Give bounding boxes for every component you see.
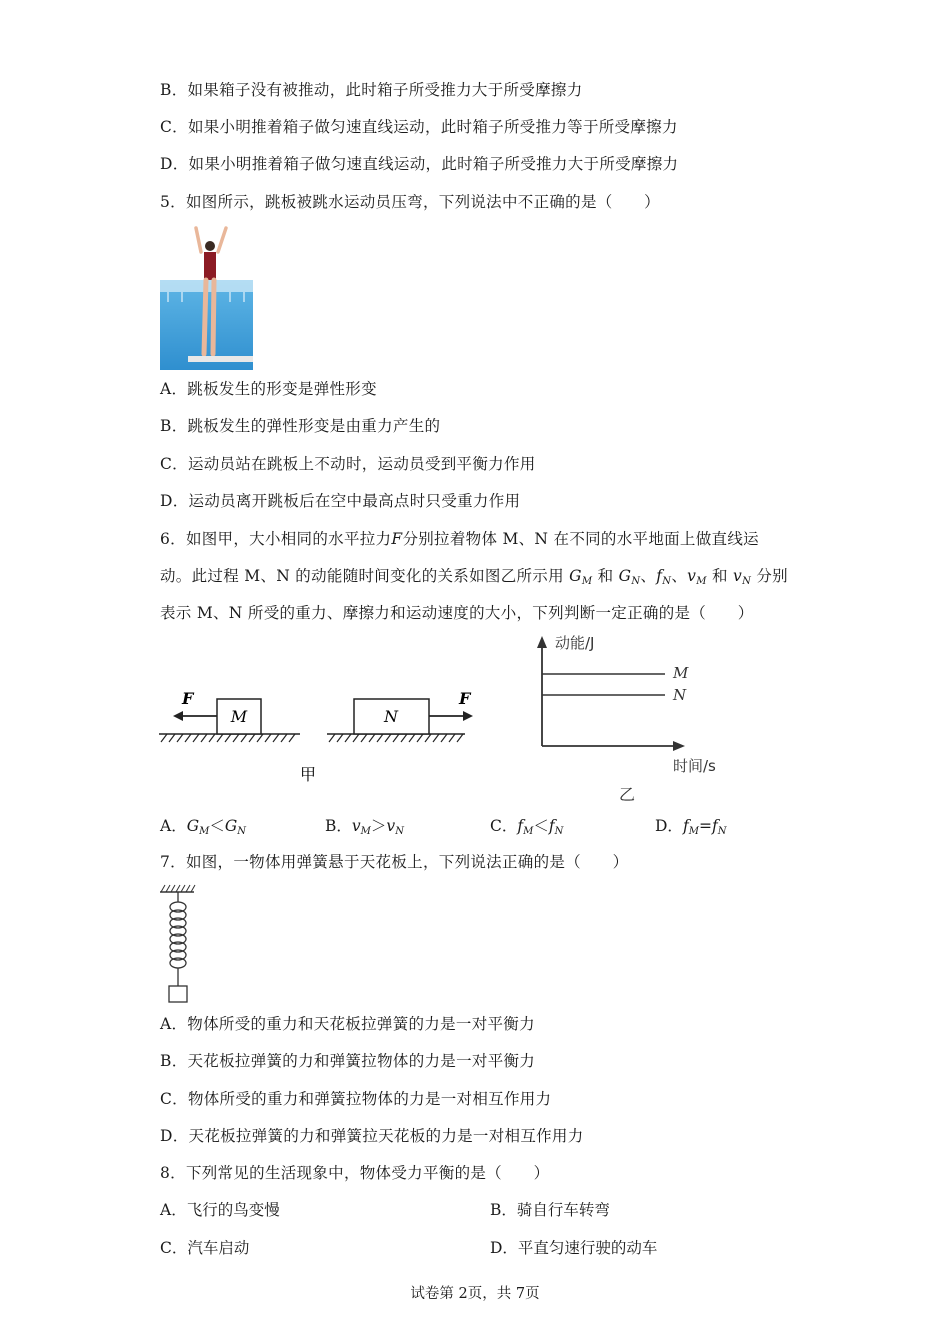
svg-text:F: F <box>182 689 194 708</box>
svg-text:N: N <box>384 707 398 726</box>
q8-stem: 8．下列常见的生活现象中，物体受力平衡的是（ ） <box>160 1164 550 1182</box>
q5-stem: 5．如图所示，跳板被跳水运动员压弯，下列说法中不正确的是（ ） <box>160 193 660 211</box>
diver-photo <box>160 222 253 370</box>
q6-stem-line2: 动。此过程 M、N 的动能随时间变化的关系如图乙所示用 $G_M$ 和 $G_N$、$f_N$、$v_M$ 和 $v_N$ 分别 <box>160 567 788 587</box>
q4-option-b: B．如果箱子没有被推动，此时箱子所受推力大于所受摩擦力 <box>160 81 583 99</box>
q6-option-b: B．$v_M>v_N$ <box>325 817 404 837</box>
svg-text:M: M <box>673 664 689 682</box>
page-footer: 试卷第 2页，共 7页 <box>410 1286 540 1302</box>
q4-option-c: C．如果小明推着箱子做匀速直线运动，此时箱子所受推力等于所受摩擦力 <box>160 118 678 136</box>
q7-option-a: A．物体所受的重力和天花板拉弹簧的力是一对平衡力 <box>160 1015 535 1033</box>
spring-figure <box>158 884 198 1006</box>
q6-stem-line3: 表示 M、N 所受的重力、摩擦力和运动速度的大小，下列判断一定正确的是（ ） <box>160 604 754 622</box>
q7-stem: 7．如图，一物体用弹簧悬于天花板上，下列说法正确的是（ ） <box>160 853 629 871</box>
q8-option-a: A．飞行的鸟变慢 <box>160 1201 280 1219</box>
q7-option-b: B．天花板拉弹簧的力和弹簧拉物体的力是一对平衡力 <box>160 1052 536 1070</box>
q6-option-d: D．$f_M=f_N$ <box>655 817 727 837</box>
svg-text:时间/s: 时间/s <box>673 757 716 775</box>
q4-option-d: D．如果小明推着箱子做匀速直线运动，此时箱子所受推力大于所受摩擦力 <box>160 155 679 173</box>
svg-text:甲: 甲 <box>299 765 317 784</box>
q8-option-b: B．骑自行车转弯 <box>490 1201 610 1219</box>
figure-yi <box>525 628 735 808</box>
svg-text:M: M <box>230 707 248 726</box>
q7-option-c: C．物体所受的重力和弹簧拉物体的力是一对相互作用力 <box>160 1090 552 1108</box>
q8-option-c: C．汽车启动 <box>160 1239 250 1257</box>
svg-text:F: F <box>459 689 471 708</box>
q6-option-a: A．$G_M<G_N$ <box>160 817 246 837</box>
figure-jia <box>155 680 475 790</box>
svg-text:动能/J: 动能/J <box>555 634 595 652</box>
q6-option-c: C．$f_M<f_N$ <box>490 817 564 837</box>
svg-text:N: N <box>673 686 687 704</box>
q7-option-d: D．天花板拉弹簧的力和弹簧拉天花板的力是一对相互作用力 <box>160 1127 584 1145</box>
q5-option-c: C．运动员站在跳板上不动时，运动员受到平衡力作用 <box>160 455 536 473</box>
q5-option-b: B．跳板发生的弹性形变是由重力产生的 <box>160 417 441 435</box>
q5-option-a: A．跳板发生的形变是弹性形变 <box>160 380 377 398</box>
svg-text:乙: 乙 <box>618 785 636 804</box>
q8-option-d: D．平直匀速行驶的动车 <box>490 1239 658 1257</box>
q5-option-d: D．运动员离开跳板后在空中最高点时只受重力作用 <box>160 492 521 510</box>
q6-stem-line1: 6．如图甲，大小相同的水平拉力F分别拉着物体 M、N 在不同的水平地面上做直线运 <box>160 530 759 548</box>
